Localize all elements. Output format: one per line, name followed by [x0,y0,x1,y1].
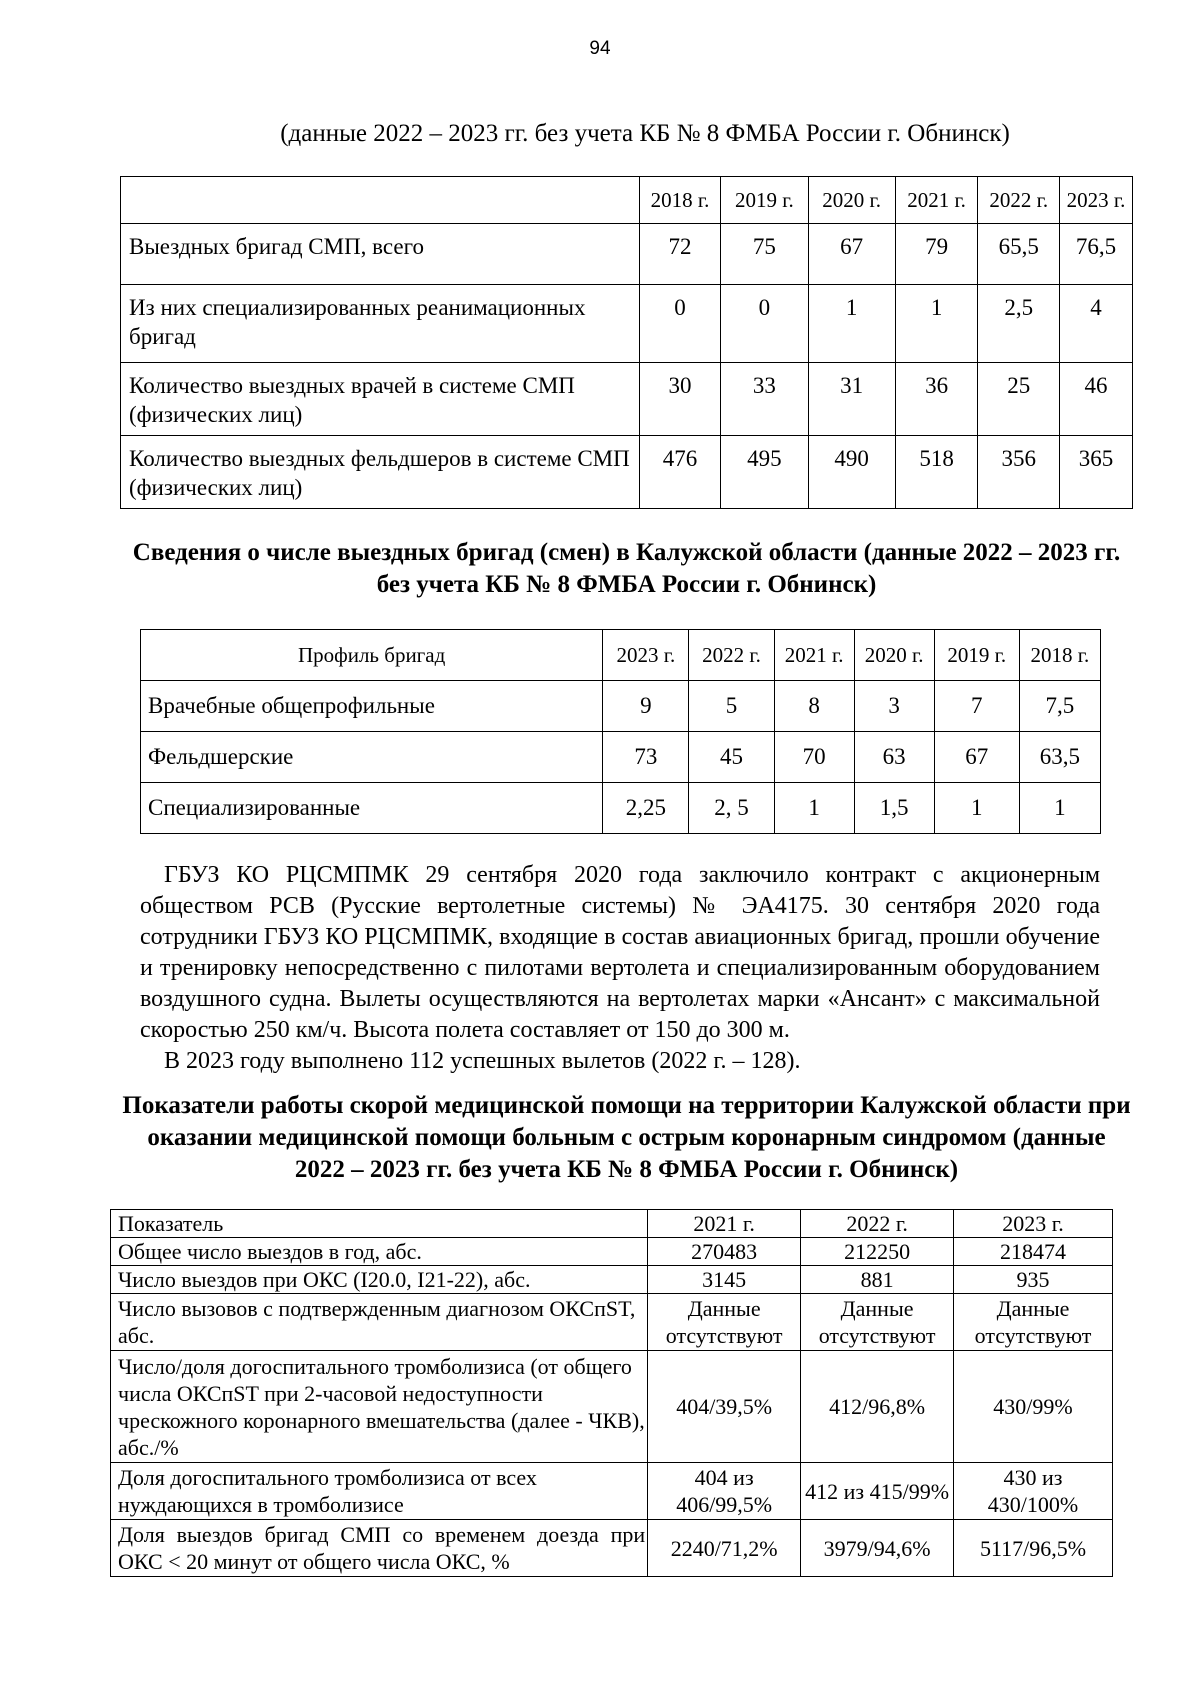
cell: 212250 [801,1238,954,1266]
header-cell: Показатель [111,1210,648,1238]
cell: 2,5 [978,285,1060,363]
cell: 412 из 415/99% [801,1463,954,1520]
table-header-row [141,630,1101,681]
row-label: Доля догоспитального тромболизиса от всех нуждающихся в тромболизисе [111,1463,648,1520]
cell: 404 из 406/99,5% [648,1463,801,1520]
row-label: Врачебные общепрофильные [141,681,603,732]
cell: 73 [603,732,689,783]
cell: 30 [639,363,721,436]
header-cell: 2021 г. [895,177,978,224]
cell: 5 [689,681,774,732]
cell: 25 [978,363,1060,436]
cell: 270483 [648,1238,801,1266]
cell: 4 [1060,285,1133,363]
table-row [111,1266,1113,1294]
header-cell: 2021 г. [774,630,854,681]
cell: 1 [895,285,978,363]
cell: 36 [895,363,978,436]
section-heading: Показатели работы скорой медицинской помощи на территории Калужской области при оказании медицинской помощи больным с острым коронарным синдромом (данные 2022 – 2023 гг. без учета КБ № 8 ФМБА России г. Обнинск) [122,1092,1131,1183]
cell: 0 [639,285,721,363]
header-cell: 2022 г. [801,1210,954,1238]
cell: 75 [721,224,808,285]
header-cell: 2023 г. [954,1210,1113,1238]
cell: 404/39,5% [648,1351,801,1463]
table-row [121,363,1133,436]
cell: Данные отсутствуют [801,1294,954,1351]
table-row [121,436,1133,509]
table-row [121,224,1133,285]
acs-indicators-table [110,1209,1113,1577]
header-cell: 2019 г. [721,177,808,224]
cell: 490 [808,436,895,509]
cell: Данные отсутствуют [648,1294,801,1351]
row-label: Выездных бригад СМП, всего [121,224,640,285]
table-row [121,285,1133,363]
cell: 7 [934,681,1019,732]
cell: 76,5 [1060,224,1133,285]
cell: 1 [1019,783,1100,834]
cell: 476 [639,436,721,509]
cell: 2, 5 [689,783,774,834]
header-cell: 2018 г. [639,177,721,224]
table-row [111,1463,1113,1520]
header-cell: 2022 г. [689,630,774,681]
cell: 495 [721,436,808,509]
cell: 2,25 [603,783,689,834]
header-cell: 2022 г. [978,177,1060,224]
cell: 8 [774,681,854,732]
brigades-table [120,176,1133,509]
page-number: 94 [589,38,611,59]
cell: 2240/71,2% [648,1520,801,1577]
row-label: Число выездов при ОКС (I20.0, I21-22), абс. [111,1266,648,1294]
cell: 70 [774,732,854,783]
cell: 5117/96,5% [954,1520,1113,1577]
header-cell: 2018 г. [1019,630,1100,681]
header-cell: Профиль бригад [141,630,603,681]
paragraph-flights: В 2023 году выполнено 112 успешных вылетов (2022 г. – 128). [164,1048,801,1074]
header-cell: 2020 г. [854,630,934,681]
cell: 1,5 [854,783,934,834]
cell: Данные отсутствуют [954,1294,1113,1351]
cell: 9 [603,681,689,732]
table1-caption: (данные 2022 – 2023 гг. без учета КБ № 8 ФМБА России г. Обнинск) [280,120,1010,147]
table-row [111,1294,1113,1351]
cell: 3145 [648,1266,801,1294]
cell: 67 [808,224,895,285]
cell: 412/96,8% [801,1351,954,1463]
row-label: Количество выездных фельдшеров в системе СМП (физических лиц) [121,436,640,509]
row-label: Фельдшерские [141,732,603,783]
table-header-row [121,177,1133,224]
row-label: Число вызовов с подтвержденным диагнозом ОКСпST, абс. [111,1294,648,1351]
table-row [141,681,1101,732]
table-row [141,732,1101,783]
section-heading: Сведения о числе выездных бригад (смен) в Калужской области (данные 2022 – 2023 гг. без учета КБ № 8 ФМБА России г. Обнинск) [132,539,1121,598]
table-row [141,783,1101,834]
cell: 218474 [954,1238,1113,1266]
table-row [111,1238,1113,1266]
row-label: Специализированные [141,783,603,834]
cell: 72 [639,224,721,285]
row-label: Доля выездов бригад СМП со временем доезда при ОКС < 20 минут от общего числа ОКС, % [111,1520,648,1577]
row-label: Общее число выездов в год, абс. [111,1238,648,1266]
cell: 365 [1060,436,1133,509]
cell: 63 [854,732,934,783]
cell: 0 [721,285,808,363]
row-label: Число/доля догоспитального тромболизиса (от общего числа ОКСпST при 2-часовой недоступности чрескожного коронарного вмешательства (далее - ЧКВ), абс./% [111,1351,648,1463]
cell: 1 [774,783,854,834]
cell: 45 [689,732,774,783]
cell: 33 [721,363,808,436]
header-cell: 2023 г. [1060,177,1133,224]
cell: 1 [934,783,1019,834]
cell: 935 [954,1266,1113,1294]
header-cell: 2023 г. [603,630,689,681]
row-label: Количество выездных врачей в системе СМП (физических лиц) [121,363,640,436]
cell: 356 [978,436,1060,509]
cell: 67 [934,732,1019,783]
cell: 63,5 [1019,732,1100,783]
cell: 518 [895,436,978,509]
table-row [111,1520,1113,1577]
table-header-row [111,1210,1113,1238]
table-row [111,1351,1113,1463]
row-label: Из них специализированных реанимационных бригад [121,285,640,363]
paragraph-contract: ГБУЗ КО РЦСМПМК 29 сентября 2020 года заключило контракт с акционерным обществом РСВ (Русские вертолетные системы) № ЭА4175. 30 сентября 2020 года сотрудники ГБУЗ КО РЦСМПМК, входящие в состав авиационных бригад, прошли обучение и тренировку непосредственно с пилотами вертолета и специализированным оборудованием воздушного судна. Вылеты осуществляются на вертолетах марки «Ансант» с максимальной скоростью 250 км/ч. Высота полета составляет от 150 до 300 м. [140,862,1100,1043]
cell: 1 [808,285,895,363]
cell: 31 [808,363,895,436]
header-cell: 2020 г. [808,177,895,224]
cell: 430/99% [954,1351,1113,1463]
cell: 3979/94,6% [801,1520,954,1577]
cell: 79 [895,224,978,285]
header-cell: 2019 г. [934,630,1019,681]
cell: 7,5 [1019,681,1100,732]
brigade-profile-table [140,629,1101,834]
cell: 65,5 [978,224,1060,285]
cell: 881 [801,1266,954,1294]
cell: 46 [1060,363,1133,436]
cell: 430 из 430/100% [954,1463,1113,1520]
header-cell: 2021 г. [648,1210,801,1238]
cell: 3 [854,681,934,732]
header-cell [121,177,640,224]
